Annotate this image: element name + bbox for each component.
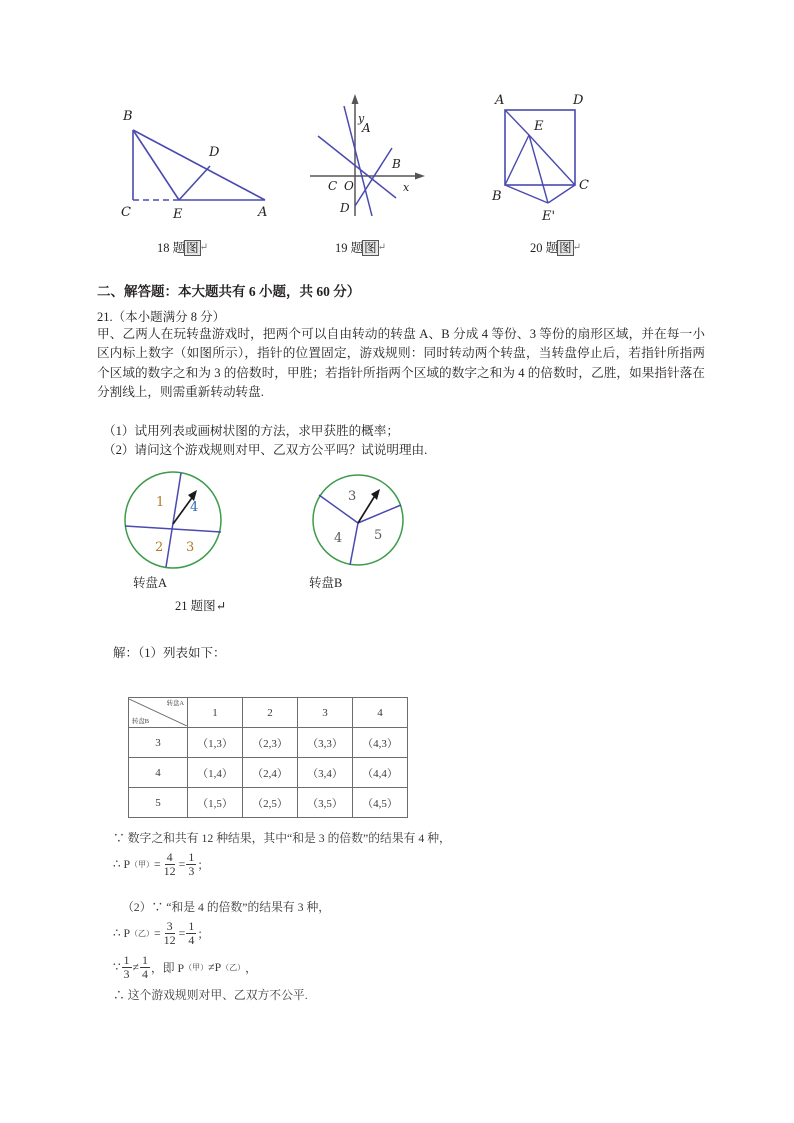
fig20-label-E-prime: E' (542, 209, 556, 224)
table-cell: （4,4） (353, 758, 408, 788)
table-cell: （3,4） (298, 758, 353, 788)
fig20-label-E: E (534, 119, 544, 134)
spinner-a-label: 转盘A (133, 576, 168, 590)
table-col-header: 3 (298, 698, 353, 728)
comparison-neq-p: ≠P (208, 959, 222, 974)
figure-20 (480, 88, 620, 233)
comparison-suffix: ， (245, 960, 257, 975)
fraction-4-12 (162, 851, 178, 877)
fig19-label-A: A (362, 121, 371, 135)
table-cell: （2,5） (243, 788, 298, 818)
fig19-label-x: x (403, 181, 410, 194)
table-cell: （1,5） (188, 788, 243, 818)
solution-probability-yi (113, 920, 209, 946)
question-part-2: （2）请问这个游戏规则对甲、乙双方公平吗？试说明理由. (103, 443, 428, 457)
table-col-header: 4 (353, 698, 408, 728)
spinner-b-figure (306, 470, 411, 577)
comparison-sub-yi: （乙） (221, 962, 246, 972)
fig19-label-C: C (328, 179, 338, 193)
fig20-label-A: A (495, 93, 505, 108)
fraction-numerator: 1 (188, 919, 195, 933)
fig18-label-A: A (258, 205, 268, 220)
fig18-label-E: E (173, 207, 183, 222)
solution-probability-jia (113, 851, 209, 877)
figure-18 (105, 88, 270, 228)
caption-figure-20: 20 题图↵ (530, 241, 582, 255)
fig18-label-C: C (121, 205, 131, 220)
spinner-a-sector-1: 1 (156, 495, 165, 510)
fig20-label-D: D (573, 93, 584, 108)
caption-figure-21: 21 题图↵ (175, 599, 227, 613)
fig19-label-y: y (358, 112, 365, 125)
solution-comparison (113, 954, 257, 980)
corner-label-spinner-a: 转盘A (166, 700, 184, 707)
table-row-header: 3 (129, 728, 188, 758)
fraction-1-3-compare (122, 954, 132, 980)
table-cell: （3,5） (298, 788, 353, 818)
question-body: 甲、乙两人在玩转盘游戏时，把两个可以自由转动的转盘 A、B 分成 4 等份、3 等份的扇形区域，并在每一小区内标上数字（如图所示），指针的位置固定，游戏规则：同时转动两个转盘，当转盘停止后，若指针所指两个区域的数字之和为 3 的倍数时，甲胜；若指针所指两个区域的数字之和为 4 的倍数时，乙胜，如果指针落在分割线上，则需重新转动转盘. (97, 327, 705, 400)
fraction-denominator: 4 (142, 966, 148, 981)
because-symbol: ∵ (113, 959, 121, 974)
prob-sub-yi: （乙） (130, 928, 155, 938)
solution-line-1: ∵ 数字之和共有 12 种结果，其中“和是 3 的倍数”的结果有 4 种， (113, 831, 451, 845)
spinner-b-label: 转盘B (309, 576, 343, 590)
prob-suffix: ； (197, 857, 210, 872)
table-cell: （3,3） (298, 728, 353, 758)
table-row (129, 758, 408, 788)
figure-19 (300, 88, 430, 228)
table-cell: （2,4） (243, 758, 298, 788)
figure-row (95, 88, 710, 258)
table-row-header: 5 (129, 788, 188, 818)
spinner-b-sector-3: 3 (348, 489, 357, 504)
table-cell: （4,5） (353, 788, 408, 818)
fraction-numerator: 4 (166, 850, 173, 864)
table-row-header: 4 (129, 758, 188, 788)
table-header-row (129, 698, 408, 728)
table-cell: （1,3） (188, 728, 243, 758)
prob-equals: = (154, 925, 161, 940)
fraction-1-3 (186, 851, 196, 877)
fraction-denominator: 3 (123, 966, 130, 981)
spinner-a-sector-3: 3 (186, 540, 195, 555)
prob-suffix: ； (197, 926, 210, 941)
fraction-denominator: 12 (163, 863, 176, 878)
solution-line-3: （2）∵ “和是 4 的倍数”的结果有 3 种， (122, 900, 331, 914)
spinner-b-sector-5: 5 (374, 528, 383, 543)
fig20-label-B: B (492, 189, 502, 204)
fraction-1-4-compare (140, 954, 150, 980)
fraction-3-12 (162, 920, 178, 946)
prob-equals-2: = (178, 856, 186, 871)
fig19-label-O: O (344, 179, 354, 193)
fraction-numerator: 1 (123, 953, 130, 967)
fraction-denominator: 4 (188, 932, 195, 947)
table-col-header: 1 (188, 698, 243, 728)
outcome-table (128, 697, 408, 818)
fig20-label-C: C (579, 178, 589, 193)
fraction-numerator: 1 (142, 953, 148, 967)
fig18-label-D: D (209, 145, 220, 160)
table-row (129, 788, 408, 818)
question-part-1: （1）试用列表或画树状图的方法，求甲获胜的概率； (103, 424, 399, 438)
prob-prefix-yi: ∴ P (113, 925, 131, 940)
spinner-a-sector-2: 2 (155, 540, 164, 555)
comparison-mid-text: ，即 P (151, 960, 185, 975)
table-cell: （1,4） (188, 758, 243, 788)
solution-lead: 解：（1）列表如下： (113, 646, 226, 660)
caption-figure-19: 19 题图↵ (335, 241, 387, 255)
prob-prefix-jia: ∴ P (113, 856, 131, 871)
comparison-sub-jia: （甲） (184, 962, 209, 972)
fraction-numerator: 3 (166, 919, 173, 933)
spinner-a-figure (118, 468, 228, 578)
fraction-1-4 (186, 920, 196, 946)
fraction-numerator: 1 (188, 850, 195, 864)
fraction-denominator: 12 (163, 932, 176, 947)
caption-figure-18: 18 题图↵ (157, 241, 209, 255)
corner-label-spinner-b: 转盘B (132, 718, 150, 725)
table-cell: （2,3） (243, 728, 298, 758)
fraction-denominator: 3 (188, 863, 195, 878)
prob-equals: = (154, 856, 161, 871)
prob-equals-2: = (178, 925, 186, 940)
prob-sub-jia: （甲） (130, 859, 155, 869)
fig19-label-B: B (392, 157, 401, 171)
figure-captions (95, 238, 710, 258)
table-row (129, 728, 408, 758)
spinner-b-sector-4: 4 (334, 531, 343, 546)
fig19-label-D: D (340, 201, 350, 215)
table-col-header: 2 (243, 698, 298, 728)
question-number: 21.（本小题满分 8 分） (97, 310, 226, 324)
solution-conclusion: ∴ 这个游戏规则对甲、乙双方不公平. (113, 988, 308, 1002)
table-cell: （4,3） (353, 728, 408, 758)
table-corner-cell (129, 698, 188, 728)
fig18-label-B: B (123, 109, 133, 124)
section-heading: 二、解答题：本大题共有 6 小题，共 60 分） (97, 284, 361, 299)
spinner-a-sector-4: 4 (190, 500, 199, 515)
not-equal-symbol: ≠ (132, 959, 139, 974)
